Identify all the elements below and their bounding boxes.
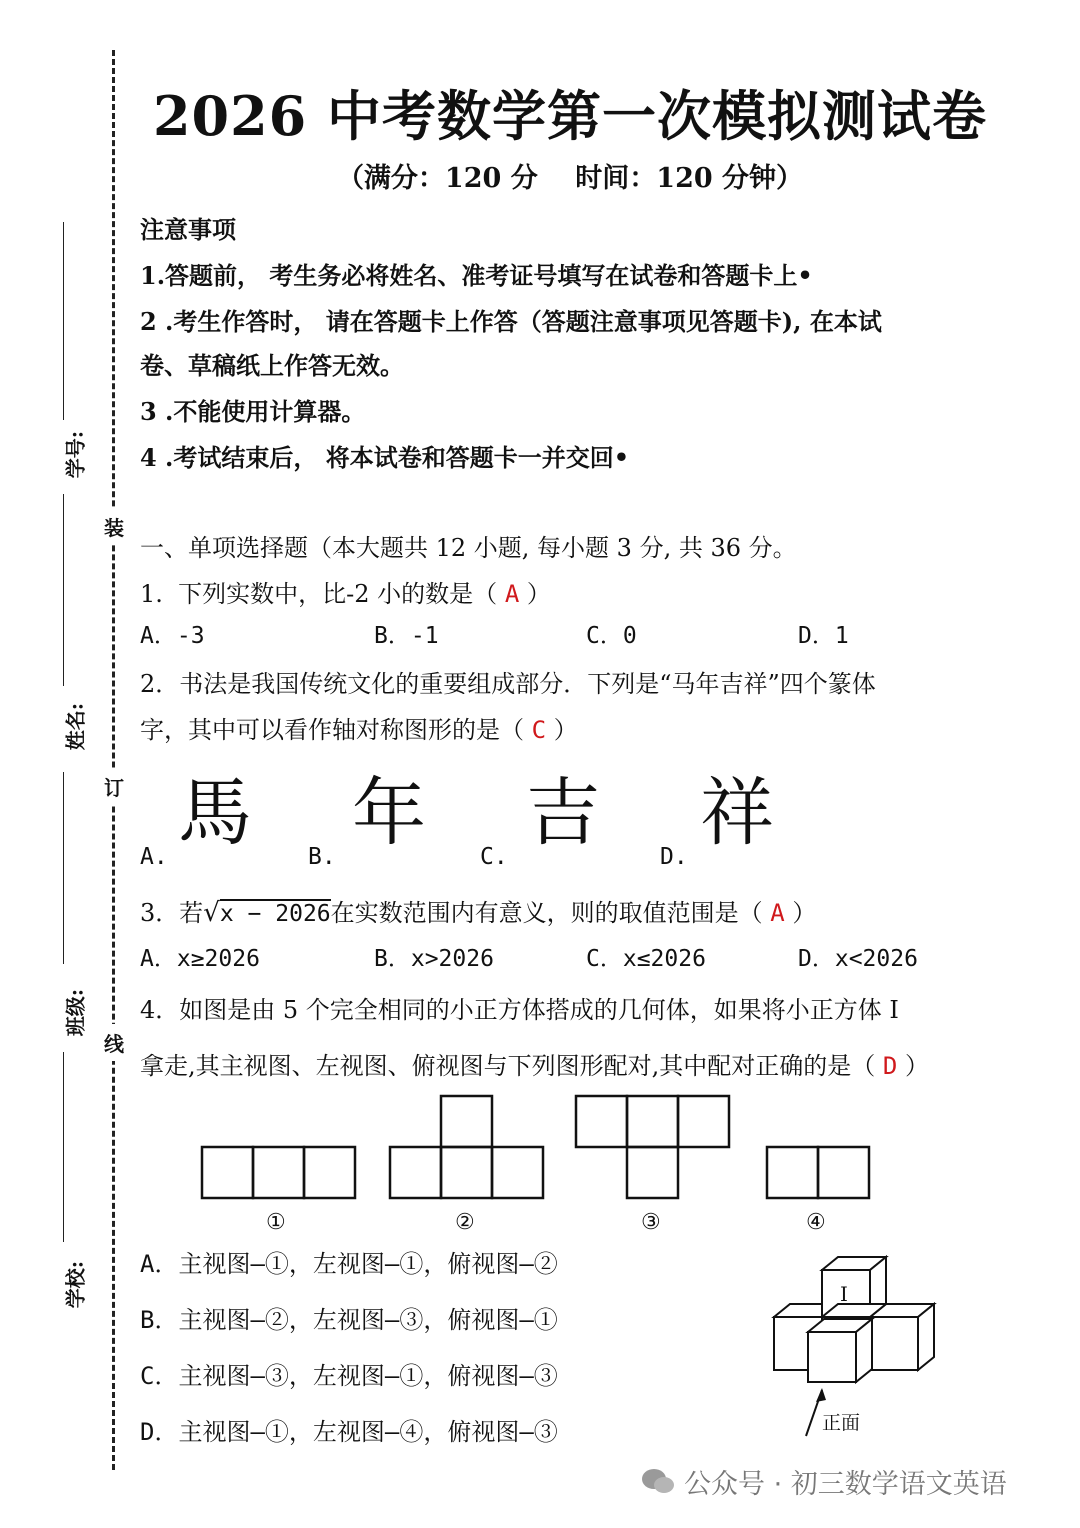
- class-line[interactable]: [63, 772, 64, 964]
- notice-item: 2 .考生作答时， 请在答题卡上作答（答题注意事项见答题卡), 在本试: [140, 307, 882, 336]
- question-2-answer: C: [531, 716, 547, 744]
- q4-option-d: D．主视图—①，左视图—④，俯视图—③: [140, 1418, 558, 1446]
- q3-option-c: C．x≤2026: [586, 946, 706, 972]
- front-label: 正面: [822, 1412, 861, 1434]
- binding-char-zhuang: 装: [102, 508, 126, 545]
- page-title: 2026 中考数学第一次模拟测试卷: [152, 84, 988, 148]
- question-2-stem-line1: 2．书法是我国传统文化的重要组成部分．下列是“马年吉祥”四个篆体: [140, 670, 876, 698]
- q2-option-a: A.: [140, 844, 168, 870]
- q4-option-c: C．主视图—③，左视图—①，俯视图—③: [140, 1362, 558, 1390]
- question-4-stem-line1: 4．如图是由 5 个完全相同的小正方体搭成的几何体，如果将小正方体 I: [140, 996, 899, 1024]
- question-4-answer: D: [882, 1052, 898, 1080]
- student-id-line[interactable]: [63, 222, 64, 420]
- q3-option-d: D．x<2026: [798, 946, 918, 972]
- q3-option-a: A．x≥2026: [140, 946, 260, 972]
- figure-1-label: ①: [266, 1210, 286, 1235]
- figure-4-label: ④: [806, 1210, 826, 1235]
- figure-3: [576, 1096, 729, 1198]
- binding-char-xian: 线: [102, 1024, 126, 1061]
- question-3-stem: 3．若√x − 2026在实数范围内有意义，则的取值范围是（ A ）: [140, 898, 817, 928]
- figure-2-label: ②: [455, 1210, 475, 1235]
- figure-2: [390, 1096, 543, 1198]
- q1-option-a: A．-3: [140, 623, 205, 649]
- name-label: 姓名:: [63, 702, 88, 751]
- watermark-text: 公众号 · 初三数学语文英语: [684, 1469, 1007, 1500]
- q3-option-b: B．x>2026: [374, 946, 494, 972]
- radicand: x − 2026: [219, 901, 331, 927]
- figure-3-label: ③: [641, 1210, 661, 1235]
- figure-4: [760, 1140, 880, 1206]
- notice-item: 3 .不能使用计算器。: [140, 397, 366, 426]
- school-line[interactable]: [63, 1052, 64, 1242]
- seal-glyph-ji: 吉: [526, 770, 600, 856]
- radical-sign: √: [203, 898, 220, 928]
- question-3-answer: A: [770, 899, 785, 927]
- question-4-stem-line2: 拿走,其主视图、左视图、俯视图与下列图形配对,其中配对正确的是（ D ）: [140, 1052, 929, 1080]
- notice-item: 1.答题前， 考生务必将姓名、准考证号填写在试卷和答题卡上•: [140, 261, 813, 290]
- q1-option-d: D．1: [798, 623, 849, 649]
- q2-option-c: C.: [480, 844, 508, 870]
- seal-glyph-ma: 馬: [178, 770, 252, 856]
- name-line[interactable]: [63, 494, 64, 686]
- section-heading: 一、单项选择题（本大题共 12 小题, 每小题 3 分, 共 36 分。: [140, 534, 797, 562]
- figure-1: [202, 1147, 355, 1198]
- question-1-stem: 1. 下列实数中，比-2 小的数是（ A ）: [140, 580, 551, 608]
- q1-option-c: C．0: [586, 623, 637, 649]
- q2-option-b: B.: [308, 844, 336, 870]
- question-2-stem-line2: 字，其中可以看作轴对称图形的是（ C ）: [140, 716, 578, 744]
- class-label: 班级:: [63, 988, 88, 1037]
- q4-option-a: A．主视图—①，左视图—①，俯视图—②: [140, 1250, 558, 1278]
- q4-option-b: B．主视图—②，左视图—③，俯视图—①: [140, 1306, 558, 1334]
- seal-glyph-xiang: 祥: [700, 770, 774, 856]
- wechat-icon: [640, 1466, 676, 1496]
- seal-glyph-nian: 年: [352, 770, 426, 856]
- question-1-answer: A: [504, 580, 520, 608]
- notice-heading: 注意事项: [140, 215, 236, 244]
- notice-item: 4 .考试结束后， 将本试卷和答题卡一并交回•: [140, 443, 630, 472]
- binding-dashed-line: [112, 50, 115, 1470]
- q2-option-d: D.: [660, 844, 688, 870]
- notice-item: 卷、草稿纸上作答无效。: [140, 351, 404, 380]
- cube-i-label: I: [840, 1282, 848, 1306]
- q1-option-b: B．-1: [374, 623, 439, 649]
- page-subtitle: （满分：120 分 时间：120 分钟）: [336, 163, 804, 194]
- school-label: 学校:: [63, 1260, 88, 1309]
- student-id-label: 学号:: [63, 430, 88, 479]
- binding-char-ding: 订: [102, 768, 126, 805]
